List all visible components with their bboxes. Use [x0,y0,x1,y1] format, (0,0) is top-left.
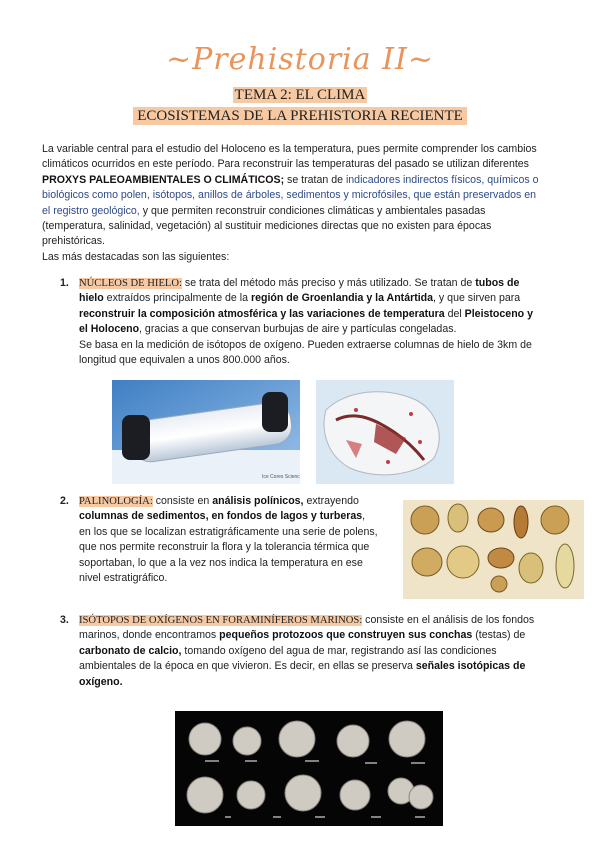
antarctica-map [316,380,454,484]
foraminifera-image [175,711,443,826]
page-title: ~Prehistoria II~ [165,42,435,77]
subtitle-heading: ECOSISTEMAS DE LA PREHISTORIA RECIENTE [0,108,600,125]
item-2-text: PALINOLOGÍA: consiste en análisis polínicos, extrayendo columnas de sedimentos, en fondos de lagos y turberas, en los que se localizan estratigráficamente una serie de polens, que nos permite reconstruir la flora y la tolerancia térmica que soportaban, lo que a la vez nos indica la temperatura en ese nivel estratigráfico. [79,495,378,585]
svg-text:Ice Cores Science: Ice Cores Science [262,474,300,480]
item-2-number: 2. [60,495,69,507]
item-1-text: NÚCLEOS DE HIELO: se trata del método más preciso y más utilizado. Se tratan de tubos de hielo extraídos principalmente de la región de Groenlandia y la Antártida, y que sirven para reconstruir la composición atmosférica y las variaciones de temperatura del Pleistoceno y el Holoceno, gracias a que conservan burbujas de aire y partículas congeladas. Se basa en la medición de isótopos de oxígeno. Pueden extraerse columnas de hielo de 3km de longitud que equivalen a unos 800.000 años. [79,277,533,367]
item-1-number: 1. [60,277,69,289]
intro-paragraph: La variable central para el estudio del Holoceno es la temperatura, pues permite comprender los cambios climáticos ocurridos en este período. Para reconstruir las temperaturas del pasado se utilizan diferentes PROXYS PALEOAMBIENTALES O CLIMÁTICOS; se tratan de indicadores indirectos físicos, químicos o biológicos como polen, isótopos, anillos de árboles, sedimentos y microfósiles, que están preservados en el registro geológico, y que permiten reconstruir condiciones climáticas y ambientales pasadas (temperatura, salinidad, vegetación) al sustituir mediciones directas que no existen para épocas prehistóricas. Las más destacadas son las siguientes: [42,143,539,263]
item-3-text: ISÓTOPOS DE OXÍGENOS EN FORAMINÍFEROS MARINOS: consiste en el análisis de los fondos marinos, donde encontramos pequeños protozoos que construyen sus conchas (testas) de carbonato de calcio, tomando oxígeno del agua de mar, registrando así las condiciones ambientales de la época en que vivieron. Es decir, en ellas se preserva señales isotópicas de oxígeno. [79,614,535,688]
item-1-label: NÚCLEOS DE HIELO: [79,278,182,289]
topic-heading: TEMA 2: EL CLIMA [234,87,366,103]
item-3-label: ISÓTOPOS DE OXÍGENOS EN FORAMINÍFEROS MARINOS: [79,615,363,626]
ice-core-photo [112,380,300,484]
pollen-grains-image [403,500,584,599]
item-2-label: PALINOLOGÍA: [79,496,153,507]
item-3-number: 3. [60,614,69,626]
